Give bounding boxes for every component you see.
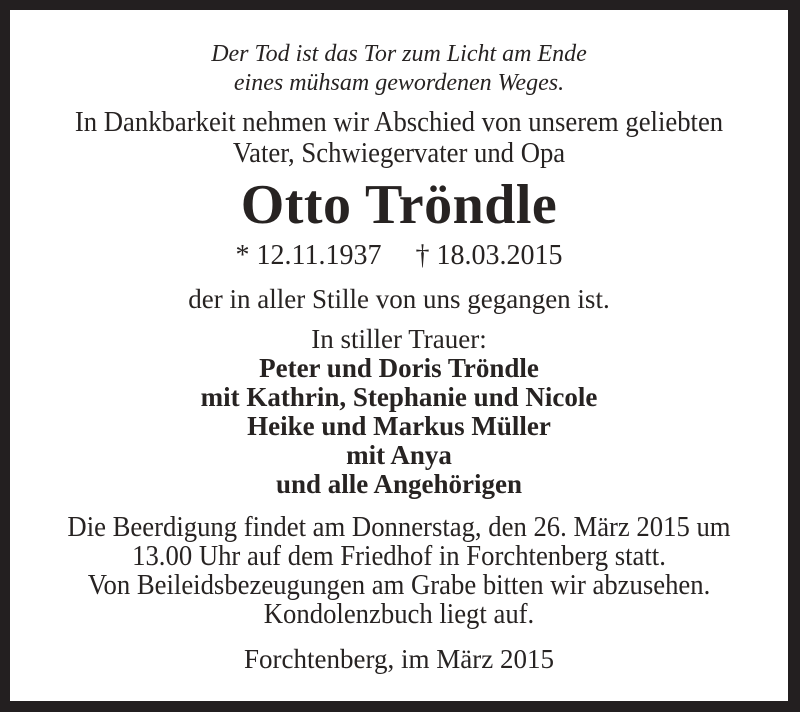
- funeral-line: 13.00 Uhr auf dem Friedhof in Forchtenberg statt.: [132, 540, 666, 572]
- mourner-line: mit Kathrin, Stephanie und Nicole: [200, 382, 598, 412]
- life-dates: [10, 241, 788, 271]
- funeral-line: Die Beerdigung findet am Donnerstag, den 26. März 2015 um: [67, 511, 731, 543]
- mourner-line: Peter und Doris Tröndle: [259, 353, 539, 383]
- passing-line: der in aller Stille von uns gegangen ist.: [188, 284, 610, 314]
- death-date: † 18.03.2015: [415, 240, 563, 271]
- intro-line-1: In Dankbarkeit nehmen wir Abschied von unserem geliebten: [74, 106, 724, 138]
- mourner-line: und alle Angehörigen: [275, 469, 523, 499]
- intro: [41, 107, 757, 169]
- funeral-details: [41, 513, 757, 629]
- epigraph-line-1: Der Tod ist das Tor zum Licht am Ende: [211, 41, 587, 67]
- funeral-line: Von Beileidsbezeugungen am Grabe bitten wir abzusehen.: [87, 569, 711, 601]
- mourner-line: mit Anya: [346, 440, 452, 470]
- mourner-line: Heike und Markus Müller: [247, 411, 551, 441]
- intro-line-2: Vater, Schwiegervater und Opa: [232, 137, 566, 169]
- place-date-line: Forchtenberg, im März 2015: [244, 644, 554, 674]
- epigraph-line-2: eines mühsam gewordenen Weges.: [233, 70, 565, 96]
- deceased-name: Otto Tröndle: [240, 174, 558, 236]
- mourners-list: [10, 354, 788, 499]
- epigraph: [10, 40, 788, 98]
- mourning-label: In stiller Trauer:: [311, 324, 487, 354]
- birth-date: * 12.11.1937: [235, 240, 382, 271]
- funeral-line: Kondolenzbuch liegt auf.: [263, 598, 535, 630]
